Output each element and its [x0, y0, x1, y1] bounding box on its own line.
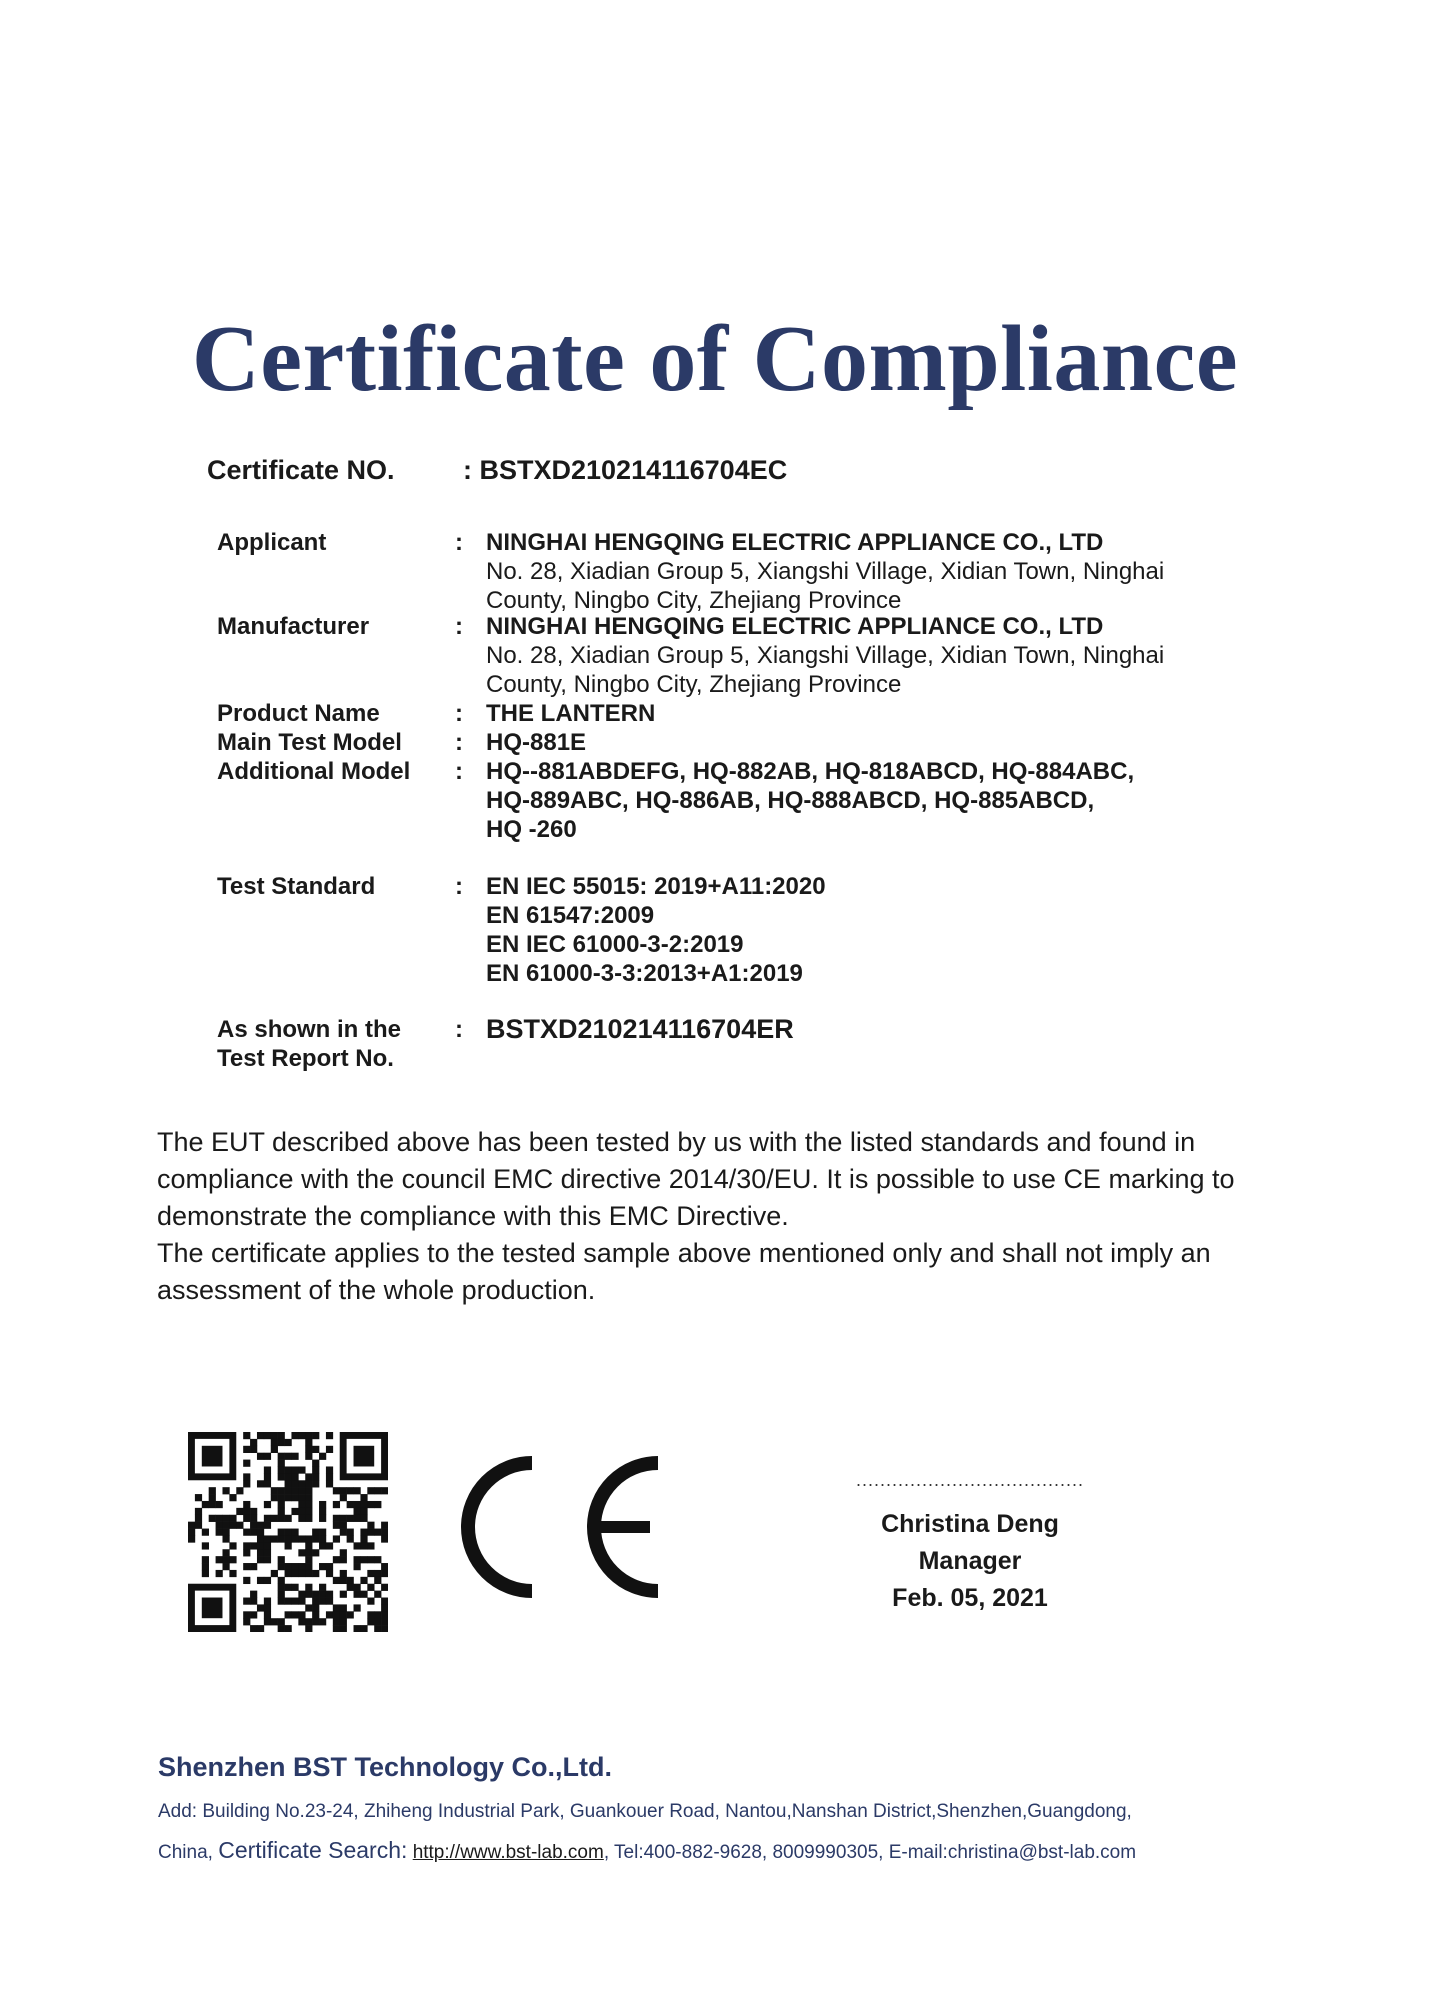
footer-country: China, [158, 1842, 213, 1863]
signature-line: ...................................... [855, 1470, 1085, 1490]
statement-paragraph: The EUT described above has been tested by us with the listed standards and found in compliance with the council EMC directive 2014/30/EU. It is possible to use CE marking to demonstrate the compliance with this EMC Directive. [157, 1127, 1235, 1231]
footer-company: Shenzhen BST Technology Co.,Ltd. [158, 1752, 612, 1782]
field-label: Manufacturer [217, 613, 370, 640]
field-label: Main Test Model [217, 729, 402, 756]
applicant-name: NINGHAI HENGQING ELECTRIC APPLIANCE CO., LTD [486, 529, 1104, 556]
field-colon: : [455, 873, 463, 900]
signature-date: Feb. 05, 2021 [892, 1584, 1048, 1612]
signature-block [840, 1470, 1100, 1617]
test-standard-line: EN IEC 61000-3-2:2019 [486, 931, 744, 958]
field-label: Product Name [217, 700, 380, 727]
field-label: Applicant [217, 529, 327, 556]
main-test-model-value: HQ-881E [486, 729, 587, 756]
manufacturer-address-line: County, Ningbo City, Zhejiang Province [486, 671, 902, 698]
field-colon: : [455, 529, 463, 556]
field-colon: : [455, 729, 463, 756]
field-value [486, 728, 1206, 757]
compliance-statement [157, 1124, 1277, 1309]
certificate-search-label: Certificate Search: [218, 1837, 408, 1863]
field-label: Test Standard [217, 873, 376, 900]
test-report-label-line: Test Report No. [217, 1045, 394, 1072]
additional-model-line: HQ--881ABDEFG, HQ-882AB, HQ-818ABCD, HQ-884ABC, [486, 758, 1135, 785]
footer-contact-line [158, 1837, 1358, 1864]
field-colon: : [455, 613, 463, 640]
field-value [486, 699, 1206, 728]
manufacturer-name: NINGHAI HENGQING ELECTRIC APPLIANCE CO., LTD [486, 613, 1104, 640]
applicant-address-line: County, Ningbo City, Zhejiang Province [486, 587, 902, 614]
field-value [486, 872, 1206, 988]
statement-paragraph: The certificate applies to the tested sample above mentioned only and shall not imply an assessment of the whole production. [157, 1238, 1211, 1305]
footer-contact: , Tel:400-882-9628, 8009990305, E-mail:christina@bst-lab.com [603, 1842, 1137, 1863]
additional-model-line: HQ -260 [486, 816, 577, 843]
website-link[interactable]: http://www.bst-lab.com [412, 1842, 604, 1863]
signer-role: Manager [918, 1547, 1022, 1575]
footer-address: Add: Building No.23-24, Zhiheng Industrial Park, Guankouer Road, Nantou,Nanshan District,Shenzhen,Guangdong, [158, 1801, 1132, 1822]
page-title: Certificate of Compliance [191, 307, 1239, 411]
manufacturer-address-line: No. 28, Xiadian Group 5, Xiangshi Village, Xidian Town, Ninghai [486, 642, 1165, 669]
additional-model-line: HQ-889ABC, HQ-886AB, HQ-888ABCD, HQ-885ABCD, [486, 787, 1095, 814]
field-colon: : [455, 758, 463, 785]
test-standard-line: EN 61000-3-3:2013+A1:2019 [486, 960, 803, 987]
field-label [217, 1015, 457, 1073]
field-value [486, 612, 1206, 699]
certificate-number-label: Certificate NO. [207, 455, 395, 485]
ce-mark-icon [458, 1455, 668, 1600]
applicant-address-line: No. 28, Xiadian Group 5, Xiangshi Village, Xidian Town, Ninghai [486, 558, 1165, 585]
field-colon: : [455, 1016, 463, 1043]
field-colon: : [455, 700, 463, 727]
field-value [486, 528, 1206, 615]
test-standard-line: EN 61547:2009 [486, 902, 655, 929]
product-name-value: THE LANTERN [486, 700, 656, 727]
field-value [486, 757, 1206, 844]
field-label: Additional Model [217, 758, 411, 785]
test-report-number: BSTXD210214116704ER [486, 1014, 794, 1044]
signer-name: Christina Deng [881, 1510, 1059, 1538]
footer [158, 1752, 1358, 1864]
test-report-label-line: As shown in the [217, 1016, 402, 1043]
test-standard-line: EN IEC 55015: 2019+A11:2020 [486, 873, 826, 900]
qr-code-icon [188, 1432, 388, 1632]
certificate-number-value: : BSTXD210214116704EC [463, 455, 788, 485]
